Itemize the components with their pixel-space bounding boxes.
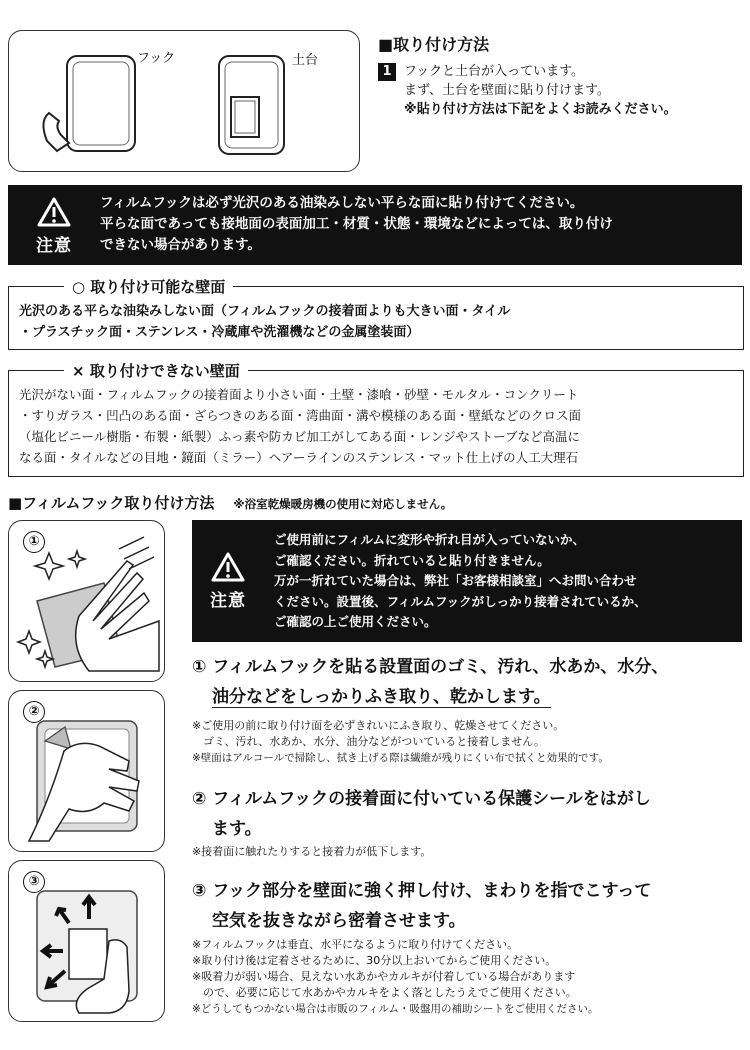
caution-badge — [204, 552, 252, 611]
step-1-title-line-1: ① フィルムフックを貼る設置面のゴミ、汚れ、水あか、水分、 — [192, 657, 669, 677]
warning-triangle-icon — [211, 552, 245, 582]
step-1-notes — [192, 718, 742, 766]
suitable-walls-box — [8, 278, 744, 350]
step-3-illustration — [8, 860, 165, 1022]
step-2-title-line-2: ます。 — [212, 819, 262, 839]
step-2-illustration — [8, 690, 165, 852]
warning-triangle-icon — [37, 197, 71, 227]
step-1-number: ① — [23, 531, 45, 553]
install-line-3: ※貼り付け方法は下記をよくお読みください。 — [404, 102, 677, 117]
step-3-text — [192, 876, 742, 936]
caution-banner-top — [8, 185, 742, 265]
caution-line: 万が一折れていた場合は、弊社「お客様相談室」へお問い合わせ — [274, 573, 637, 588]
step-note: ※吸着力が弱い場合、見えない水あかやカルキが付着している場合があります — [192, 970, 576, 983]
unsuitable-walls-box — [8, 362, 744, 477]
caution-line: ご確認ください。折れていると貼り付きません。 — [274, 552, 550, 568]
caution-steps-text — [274, 530, 734, 633]
unsuitable-walls-title: × 取り付けできない壁面 — [64, 360, 248, 381]
suitable-walls-text — [19, 301, 510, 343]
unsuitable-line: （塩化ビニール樹脂・布製・紙製）ふっ素や防カビ加工がしてある面・レンジやストーブなど高温に — [19, 429, 581, 444]
caution-label: 注意 — [36, 236, 72, 256]
caution-line: 平らな面であっても接地面の表面加工・材質・状態・環境などによっては、取り付け — [100, 216, 613, 232]
step-note: ※フィルムフックは垂直、水平になるように取り付けてください。 — [192, 938, 519, 951]
step-note: ※壁面はアルコールで掃除し、拭き上げる際は繊維が残りにくい布で拭くと効果的です。 — [192, 752, 609, 764]
step-1-illustration — [8, 520, 165, 682]
caution-line: ご使用前にフィルムに変形や折れ目が入っていないか、 — [274, 532, 586, 547]
step-2-notes — [192, 844, 742, 860]
unsuitable-line: 光沢がない面・フィルムフックの接着面より小さい面・土壁・漆喰・砂壁・モルタル・コンクリート — [19, 387, 579, 402]
install-line-2: まず、土台を壁面に貼り付けます。 — [404, 83, 610, 98]
caution-label: 注意 — [210, 591, 246, 611]
caution-badge — [30, 197, 78, 256]
step-2-text — [192, 784, 742, 844]
caution-line: フィルムフックは必ず光沢のある油染みしない平らな面に貼り付けてください。 — [100, 195, 584, 211]
step-2-title-line-1: ② フィルムフックの接着面に付いている保護シールをはがし — [192, 789, 651, 809]
step-2-number: ② — [23, 701, 45, 723]
install-heading: ■取り付け方法 — [378, 35, 490, 54]
step-3-number: ③ — [23, 871, 45, 893]
parts-illustration-box — [8, 30, 360, 172]
unsuitable-line: ・すりガラス・凹凸のある面・ざらつきのある面・湾曲面・溝や模様のある面・壁紙などのクロス面 — [19, 408, 582, 423]
film-hook-subnote: ※浴室乾燥暖房機の使用に対応しません。 — [233, 497, 453, 511]
peeling-seal-illustration — [9, 691, 164, 851]
install-line-1: フックと土台が入っています。 — [404, 64, 585, 79]
base-label: 土台 — [292, 53, 319, 68]
step-note: ので、必要に応じて水あかやカルキをよく落としたうえでご使用ください。 — [192, 986, 577, 999]
step-1-text — [192, 652, 742, 712]
step-note: ※接着面に触れたりすると接着力が低下します。 — [192, 845, 432, 858]
step-note: ※取り付け後は定着させるために、30分以上おいてからご使用ください。 — [192, 954, 557, 967]
caution-line: ください。設置後、フィルムフックがしっかり接着されているか、 — [274, 593, 647, 609]
step-number-badge: 1 — [378, 63, 396, 81]
step-note: ※ご使用の前に取り付け面を必ずきれいにふき取り、乾燥させてください。 — [192, 719, 565, 732]
unsuitable-walls-text — [19, 384, 581, 468]
step-3-title-line-1: ③ フック部分を壁面に強く押し付け、まわりを指でこすって — [192, 881, 652, 901]
unsuitable-line: なる面・タイルなどの目地・鏡面（ミラー）ヘアーラインのステンレス・マット仕上げの人工大理石 — [19, 450, 579, 465]
caution-text — [100, 193, 740, 256]
suitable-line: ・プラスチック面・ステンレス・冷蔵庫や洗濯機などの金属塗装面） — [19, 325, 420, 340]
wiping-hand-illustration — [9, 521, 164, 681]
install-intro — [378, 62, 677, 119]
step-3-notes — [192, 937, 742, 1017]
caution-line: ご確認の上ご使用ください。 — [274, 614, 437, 629]
suitable-line: 光沢のある平らな油染みしない面（フィルムフックの接着面よりも大きい面・タイル — [19, 304, 511, 319]
film-hook-heading: ■フィルムフック取り付け方法 — [8, 494, 215, 512]
step-1-title-line-2: 油分などをしっかりふき取り、乾かします。 — [212, 687, 551, 707]
step-note: ゴミ、汚れ、水あか、水分、油分などがついていると接着しません。 — [192, 735, 545, 748]
suitable-walls-title: ○ 取り付け可能な壁面 — [64, 276, 233, 297]
film-hook-heading-row — [8, 492, 452, 513]
pressing-hook-illustration — [9, 861, 164, 1021]
step-3-title-line-2: 空気を抜きながら密着させます。 — [212, 911, 466, 931]
step-note: ※どうしてもつかない場合は市販のフィルム・吸盤用の補助シートをご使用ください。 — [192, 1003, 599, 1015]
hook-label: フック — [137, 51, 176, 66]
caution-banner-steps — [192, 520, 742, 642]
caution-line: できない場合があります。 — [100, 237, 261, 253]
